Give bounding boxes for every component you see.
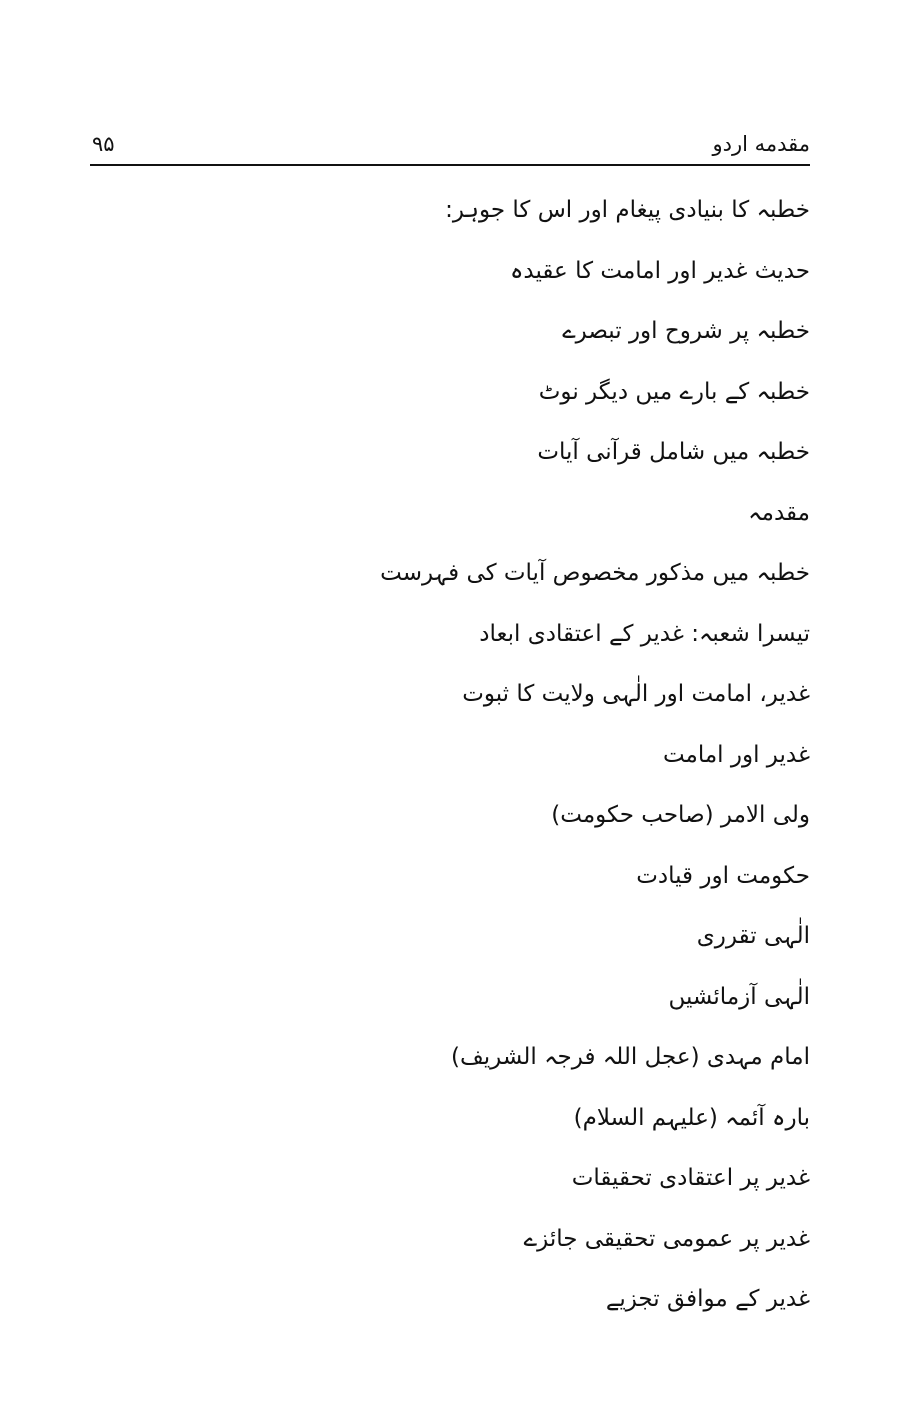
- list-item: امام مہدی (عجل اللہ فرجہ الشریف): [450, 1044, 810, 1070]
- header-title: مقدمه اردو: [712, 132, 810, 156]
- topic-list: [90, 190, 810, 1340]
- list-item: حدیث غدیر اور امامت کا عقیدہ: [509, 257, 810, 284]
- list-item: خطبہ کے بارے میں دیگر نوٹ: [538, 378, 810, 405]
- list-item: مقدمہ: [748, 499, 810, 526]
- list-item: غدیر پر اعتقادی تحقیقات: [571, 1165, 810, 1191]
- list-item: خطبہ پر شروح اور تبصرے: [562, 318, 810, 344]
- running-header: [90, 128, 810, 166]
- list-item: الٰہی تقرری: [696, 923, 810, 949]
- list-item: خطبہ کا بنیادی پیغام اور اس کا جوہر:: [445, 197, 810, 223]
- list-item: غدیر اور امامت: [662, 741, 810, 768]
- page-number: ۹۵: [92, 132, 115, 156]
- list-item: حکومت اور قیادت: [636, 862, 810, 889]
- list-item: بارہ آئمہ (علیہم السلام): [573, 1104, 810, 1131]
- list-item: ولی الامر (صاحب حکومت): [551, 802, 810, 828]
- list-item: غدیر کے موافق تجزیے: [605, 1286, 810, 1312]
- list-item: خطبہ میں شامل قرآنی آیات: [537, 439, 810, 465]
- list-item: خطبہ میں مذکور مخصوص آیات کی فہرست: [380, 560, 810, 586]
- list-item: تیسرا شعبہ: غدیر کے اعتقادی ابعاد: [479, 620, 810, 647]
- list-item: غدیر پر عمومی تحقیقی جائزے: [523, 1225, 810, 1252]
- list-item: الٰہی آزمائشیں: [668, 983, 810, 1010]
- list-item: غدیر، امامت اور الٰہی ولایت کا ثبوت: [462, 681, 810, 707]
